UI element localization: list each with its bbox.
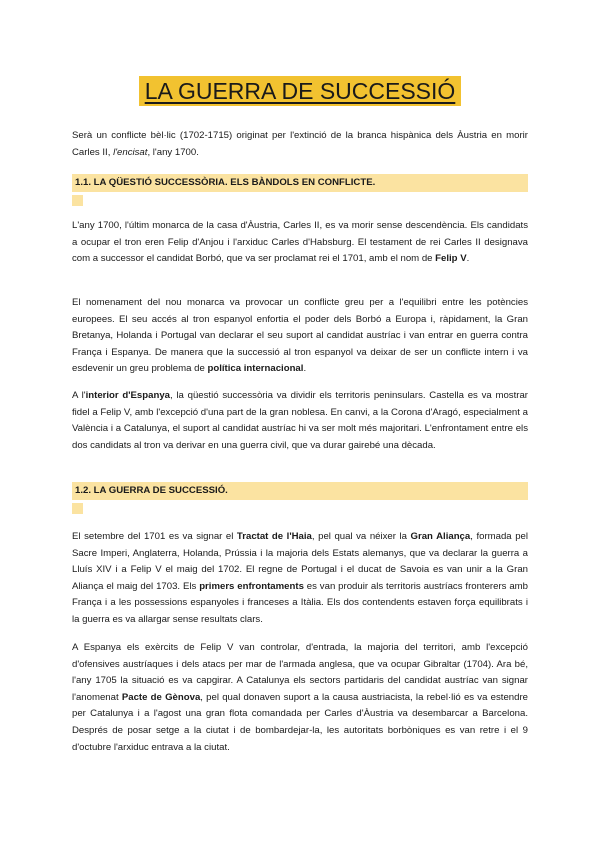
s1p2-text-a: El nomenament del nou monarca va provocar un conflicte greu per a l'equilibri entre les potències europees. El seu accés al tron espanyol enfortia el poder dels Borbó a Europa i, ràpidament, la Gran Bretanya, Holanda i Portugal van declarar el seu suport al candidat austríac i van entrar en guerra contra França i Espanya. De manera que la successió al tron espanyol va deixar de ser un conflicte intern i va esdevenir un greu problema de	[72, 297, 528, 375]
section-1-header	[72, 174, 528, 206]
intro-text-c: , l'any 1700.	[147, 146, 199, 158]
s2p1-text-a: El setembre del 1701 es va signar el	[72, 531, 237, 542]
section-2-marker	[72, 503, 83, 514]
s2p1-bold-d: Gran Aliança	[410, 531, 471, 542]
section-2-heading: 1.2. LA GUERRA DE SUCCESSIÓ.	[72, 482, 528, 500]
section-1-paragraph-3	[72, 388, 528, 454]
section-2-paragraph-2	[72, 640, 528, 756]
s2p1-text-c: , pel qual va néixer la	[311, 531, 411, 542]
section-1-heading: 1.1. LA QÜESTIÓ SUCCESSÒRIA. ELS BÀNDOLS EN CONFLICTE.	[72, 174, 528, 192]
s2p1-bold-b: Tractat de l'Haia	[236, 531, 312, 542]
intro-emphasis: l'encisat	[113, 146, 148, 158]
s2p1-bold-f: primers enfrontaments	[199, 580, 304, 592]
s2p2-text-c: , pel qual donaven suport a la causa austriacista, la rebel·lió es va estendre per Catalunya i a l'agost una gran flota comandada per Carles d'Àustria va desembarcar a Barcelona. Després de posar setge a la ciutat i de bombardejar-la, les autoritats borbòniques es van retre i el 9 d'octubre l'arxiduc entrava a la ciutat.	[72, 691, 528, 753]
s1p1-text-a: L'any 1700, l'últim monarca de la casa d'Àustria, Carles II, es va morir sense descendència. Els candidats a ocupar el tron eren Felip d'Anjou i l'arxiduc Carles d'Habsburg. El testament de rei Carles II designava com a successor el candidat Borbó, que va ser proclamat rei el 1701, amb el nom de	[72, 220, 528, 265]
intro-text-a: Serà un conflicte bèl·lic (1702-1715) originat per l'extinció de la branca hispànica dels Àustria en morir Carles II,	[72, 130, 528, 158]
s1p1-bold-b: Felip V	[435, 253, 467, 265]
page-title: LA GUERRA DE SUCCESSIÓ	[139, 76, 462, 106]
s2p1-text-g: es van produir als territoris austríacs fronterers amb França i a les possessions espanyoles i franceses a Itàlia. Els dos contendents estaven força equilibrats i la guerra es va allargar sense resultats clars.	[72, 580, 529, 625]
section-2-header	[72, 482, 528, 514]
s1p2-text-c: .	[303, 363, 307, 375]
s2p2-text-a: A Espanya els exèrcits de Felip V van controlar, d'entrada, la majoria del territori, amb l'excepció d'ofensives austríaques i dels atacs per mar de l'armada anglesa, que va ocupar Gibraltar (1704). Ara bé, l'any 1705 la situació es va capgirar. A Catalunya els sectors partidaris del candidat austríac van signar l'anomenat	[72, 642, 528, 703]
s2p1-text-e: , formada pel Sacre Imperi, Anglaterra, Holanda, Prússia i la majoria dels Estats alemanys, que va declarar la guerra a Lluís XIV i a Felip V el maig del 1702. El regne de Portugal i el ducat de Savoia es van unir a la Gran Aliança el maig del 1703. Els	[72, 531, 528, 592]
s1p3-text-c: , la qüestió successòria va dividir els territoris peninsulars. Castella es va mostrar fidel a Felip V, amb l'excepció d'una part de la gran noblesa. En canvi, a la Corona d'Aragó, especialment a València i a Catalunya, el suport al candidat austríac hi va ser molt més majoritari. L'enfrontament entre els dos candidats al tron va derivar en una guerra civil, que va durar gairebé una dècada.	[72, 390, 528, 451]
intro-paragraph	[72, 128, 528, 161]
section-1-paragraph-1	[72, 218, 528, 268]
s1p3-text-a: A l'	[72, 390, 86, 401]
s1p1-text-c: .	[466, 253, 470, 265]
title-wrapper	[0, 76, 600, 106]
section-1-marker	[72, 195, 83, 206]
s1p3-bold-b: interior d'Espanya	[85, 390, 170, 401]
s2p2-bold-b: Pacte de Gènova	[121, 691, 201, 703]
section-2-paragraph-1	[72, 529, 528, 629]
section-1-paragraph-2	[72, 295, 528, 378]
s1p2-bold-b: política internacional	[207, 363, 304, 375]
